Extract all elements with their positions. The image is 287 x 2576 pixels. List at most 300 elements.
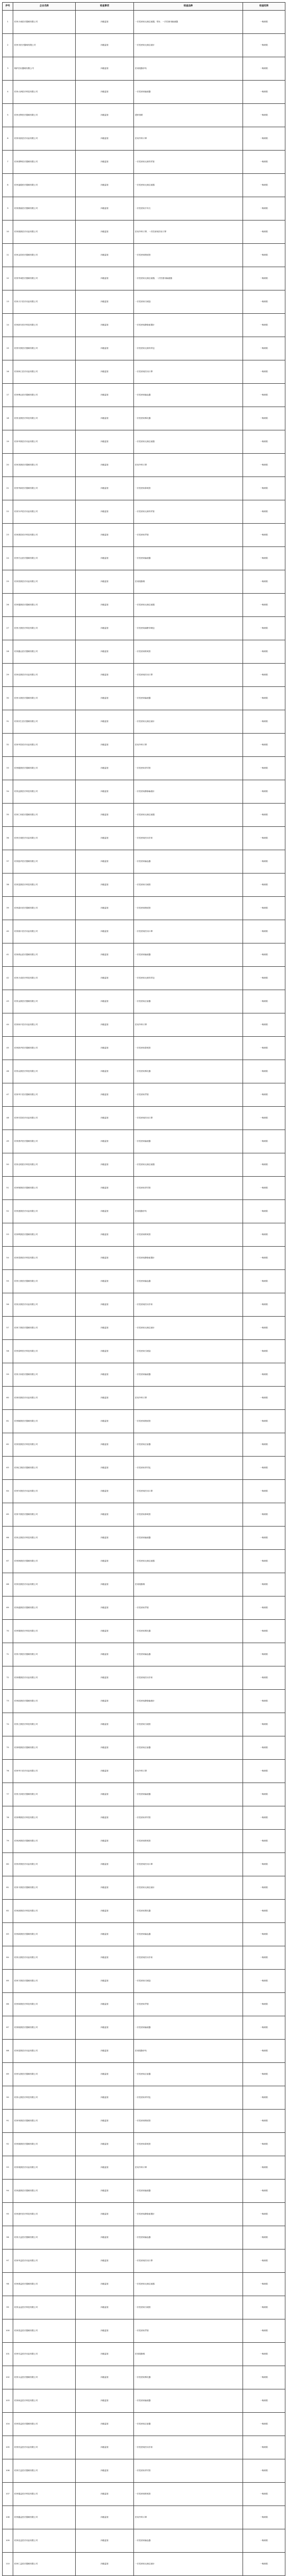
cell-product-variety: 一次性使用无菌注射器、带针、一次性使用输液器 (134, 11, 243, 34)
cell-result: 一般缺陷 (243, 2226, 285, 2249)
table-row (3, 943, 285, 967)
cell-inspection-item: 四级监管 (76, 1783, 134, 1806)
cell-result: 一般缺陷 (243, 360, 285, 384)
table-row (3, 1177, 285, 1200)
cell-product-variety: 一次性使用雾化器 (134, 407, 243, 430)
cell-inspection-item: 四级监管 (76, 1177, 134, 1200)
cell-inspection-item: 四级监管 (76, 337, 134, 360)
cell-company: 杭州长城医疗用品有限公司 (13, 827, 76, 850)
cell-company: 杭州春晖医疗科技有限公司 (13, 1340, 76, 1363)
cell-index: 5 (3, 104, 13, 127)
cell-company: 杭州康辉医疗器械有限公司 (13, 151, 76, 174)
cell-company: 杭州百康医疗用品有限公司 (13, 1946, 76, 1970)
cell-result: 一般缺陷 (243, 2436, 285, 2459)
cell-company: 杭州嘉康医疗器械有限公司 (13, 2180, 76, 2203)
table-row (3, 1806, 285, 1830)
cell-result: 一般缺陷 (243, 2063, 285, 2086)
cell-company: 杭州瑞丰医疗用品有限公司 (13, 920, 76, 943)
cell-result: 一般缺陷 (243, 1293, 285, 1317)
cell-result: 一般缺陷 (243, 2343, 285, 2366)
cell-index: 36 (3, 827, 13, 850)
table-row (3, 2226, 285, 2249)
cell-index: 80 (3, 1853, 13, 1876)
cell-company: 杭州友康医疗器械有限公司 (13, 2063, 76, 2086)
table-row (3, 1387, 285, 1410)
cell-result: 一般缺陷 (243, 1900, 285, 1923)
cell-inspection-item: 四级监管 (76, 1620, 134, 1643)
cell-product-variety: 一次性使用无菌注射针 (134, 34, 243, 57)
cell-index: 32 (3, 734, 13, 757)
cell-product-variety: 一次性使用鼻氧管 (134, 1503, 243, 1527)
cell-company: 杭州华丰医疗用品有限公司 (13, 1760, 76, 1783)
cell-company: 杭州绿康医疗科技有限公司 (13, 1900, 76, 1923)
cell-result: 一般缺陷 (243, 34, 285, 57)
cell-inspection-item: 四级监管 (76, 1387, 134, 1410)
cell-result: 一般缺陷 (243, 1130, 285, 1153)
cell-index: 55 (3, 1270, 13, 1293)
cell-result: 一般缺陷 (243, 1363, 285, 1387)
cell-company: 杭州和康医疗科技有限公司 (13, 1993, 76, 2016)
cell-inspection-item: 四级监管 (76, 780, 134, 804)
cell-result: 一般缺陷 (243, 104, 285, 127)
cell-product-variety: 一次性使用雾化器 (134, 1900, 243, 1923)
cell-product-variety: 一次性使用鼻氧管 (134, 477, 243, 500)
cell-index: 92 (3, 2133, 13, 2156)
cell-inspection-item: 四级监管 (76, 151, 134, 174)
cell-company: 杭州惠康医疗用品有限公司 (13, 1200, 76, 1223)
cell-index: 77 (3, 1783, 13, 1806)
cell-index: 62 (3, 1433, 13, 1457)
cell-result: 一般缺陷 (243, 2133, 285, 2156)
cell-company: 杭州元康医疗科技有限公司 (13, 2086, 76, 2110)
cell-inspection-item: 四级监管 (76, 1130, 134, 1153)
cell-inspection-item: 四级监管 (76, 1970, 134, 1993)
cell-index: 59 (3, 1363, 13, 1387)
cell-result: 一般缺陷 (243, 943, 285, 967)
cell-result: 一般缺陷 (243, 267, 285, 290)
cell-result: 一般缺陷 (243, 734, 285, 757)
cell-company: 杭州凯康医疗器械有限公司 (13, 1690, 76, 1713)
cell-inspection-item: 四级监管 (76, 570, 134, 594)
cell-index: 82 (3, 1900, 13, 1923)
cell-inspection-item: 四级监管 (76, 1363, 134, 1387)
cell-result: 一般缺陷 (243, 57, 285, 81)
table-row (3, 81, 285, 104)
cell-company: 杭州瑞康医疗器械有限公司 (13, 2133, 76, 2156)
cell-inspection-item: 四级监管 (76, 1457, 134, 1480)
cell-product-variety: 透析管路 (134, 104, 243, 127)
cell-company: 杭州健康医疗器械有限公司 (13, 757, 76, 780)
cell-company: 杭州康益医疗器械有限公司 (13, 2273, 76, 2296)
cell-result: 一般缺陷 (243, 500, 285, 524)
cell-index: 25 (3, 570, 13, 594)
cell-product-variety: 一次性使用无菌注射针 (134, 1317, 243, 1340)
cell-product-variety: 一次性使用雾化器 (134, 1060, 243, 1083)
cell-index: 88 (3, 2040, 13, 2063)
cell-company: 杭州信康医疗用品有限公司 (13, 1573, 76, 1596)
cell-inspection-item: 四级监管 (76, 2273, 134, 2296)
cell-index: 18 (3, 407, 13, 430)
cell-index: 64 (3, 1480, 13, 1503)
cell-product-variety: 一次性使用医用口罩 (134, 2249, 243, 2273)
cell-product-variety: 一次性使用输液器 (134, 2180, 243, 2203)
table-row (3, 2389, 285, 2413)
cell-result: 一般缺陷 (243, 1713, 285, 1736)
cell-company: 杭州康泰医疗科技有限公司 (13, 524, 76, 547)
table-row (3, 920, 285, 943)
cell-product-variety: 一次性使用胃管 (134, 1993, 243, 2016)
cell-company: 杭州俊康医疗用品有限公司 (13, 1666, 76, 1690)
table-row (3, 2436, 285, 2459)
cell-result: 一般缺陷 (243, 827, 285, 850)
cell-product-variety: 一次性使用无菌注射器 (134, 1153, 243, 1177)
cell-product-variety: 一次性使用静脉留置针 (134, 1247, 243, 1270)
cell-company: 桐庐医用器械有限公司 (13, 57, 76, 81)
table-row (3, 664, 285, 687)
cell-product-variety: 一次性使用输液器 (134, 1783, 243, 1806)
table-row (3, 1643, 285, 1666)
cell-inspection-item: 四级监管 (76, 2343, 134, 2366)
cell-company: 杭州乐康医疗用品有限公司 (13, 1293, 76, 1317)
cell-product-variety: 一次性使用输液器 (134, 547, 243, 570)
table-row (3, 780, 285, 804)
cell-product-variety: 一次性使用雾化器 (134, 1620, 243, 1643)
table-row (3, 430, 285, 454)
cell-product-variety: 一次性使用医用口罩 (134, 664, 243, 687)
cell-inspection-item: 四级监管 (76, 2156, 134, 2180)
cell-result: 一般缺陷 (243, 1946, 285, 1970)
cell-index: 104 (3, 2413, 13, 2436)
cell-inspection-item: 四级监管 (76, 2040, 134, 2063)
cell-index: 10 (3, 220, 13, 244)
cell-company: 杭州海王医疗用品有限公司 (13, 360, 76, 384)
cell-index: 23 (3, 524, 13, 547)
table-row (3, 2249, 285, 2273)
cell-company: 杭州佳康医疗用品有限公司 (13, 664, 76, 687)
cell-company: 杭州嘉禾医疗器械有限公司 (13, 897, 76, 920)
cell-product-variety: 一次性使用注射器 (134, 1736, 243, 1760)
cell-inspection-item: 四级监管 (76, 1037, 134, 1060)
table-row (3, 2483, 285, 2506)
cell-index: 101 (3, 2343, 13, 2366)
cell-result: 一般缺陷 (243, 1153, 285, 1177)
table-row (3, 1060, 285, 1083)
cell-inspection-item: 四级监管 (76, 454, 134, 477)
cell-product-variety: 医用脱脂棉 (134, 2343, 243, 2366)
cell-company: 杭州新华医疗器械有限公司 (13, 1037, 76, 1060)
cell-company: 杭州祥康医疗用品有限公司 (13, 1853, 76, 1876)
cell-product-variety: 一次性使用输液器 (134, 2389, 243, 2413)
cell-product-variety: 一次性使用无菌注射器 (134, 2273, 243, 2296)
table-row (3, 2110, 285, 2133)
table-row (3, 547, 285, 570)
cell-result: 一般缺陷 (243, 874, 285, 897)
cell-product-variety: 一次性使用无菌注射器 (134, 174, 243, 197)
cell-product-variety: 一次性使用吸氧管 (134, 640, 243, 664)
cell-inspection-item: 四级监管 (76, 2086, 134, 2110)
cell-inspection-item: 四级监管 (76, 1736, 134, 1760)
table-row (3, 1666, 285, 1690)
cell-inspection-item: 四级监管 (76, 174, 134, 197)
cell-company: 杭州天康医疗科技有限公司 (13, 617, 76, 640)
cell-result: 一般缺陷 (243, 2273, 285, 2296)
cell-company: 杭州大洲医疗科技有限公司 (13, 81, 76, 104)
cell-product-variety: 一次性使用无菌注射针 (134, 1876, 243, 1900)
cell-index: 84 (3, 1946, 13, 1970)
cell-index: 61 (3, 1410, 13, 1433)
cell-index: 56 (3, 1293, 13, 1317)
cell-company: 杭州和平医疗用品有限公司 (13, 1013, 76, 1037)
cell-product-variety: 一次性使用医用手套 (134, 827, 243, 850)
cell-index: 43 (3, 990, 13, 1013)
table-row (3, 1783, 285, 1806)
cell-result: 一般缺陷 (243, 1480, 285, 1503)
cell-company: 杭州保康医疗器械有限公司 (13, 1177, 76, 1200)
cell-inspection-item: 四级监管 (76, 360, 134, 384)
cell-result: 一般缺陷 (243, 1200, 285, 1223)
cell-product-variety: 一次性使用吸痰管 (134, 244, 243, 267)
cell-inspection-item: 四级监管 (76, 1946, 134, 1970)
cell-company: 杭州惠民医疗科技有限公司 (13, 2203, 76, 2226)
cell-product-variety: 一次性使用医用手套 (134, 1946, 243, 1970)
cell-product-variety: 一次性使用胃管 (134, 524, 243, 547)
cell-company: 杭州万康医疗器械有限公司 (13, 1270, 76, 1293)
cell-result: 一般缺陷 (243, 757, 285, 780)
cell-company: 杭州立康医疗科技有限公司 (13, 1713, 76, 1736)
cell-product-variety: 医用外科口罩 (134, 734, 243, 757)
cell-product-variety: 一次性使用注射器 (134, 2063, 243, 2086)
cell-result: 一般缺陷 (243, 687, 285, 710)
cell-company: 杭州永康医疗器械有限公司 (13, 687, 76, 710)
cell-company: 杭州丰康医疗器械有限公司 (13, 1876, 76, 1900)
cell-inspection-item: 四级监管 (76, 2389, 134, 2413)
cell-result: 一般缺陷 (243, 524, 285, 547)
cell-product-variety: 一次性使用胃管 (134, 1083, 243, 1107)
cell-index: 66 (3, 1527, 13, 1550)
table-row (3, 477, 285, 500)
cell-product-variety: 一次性使用引流管 (134, 2296, 243, 2319)
cell-inspection-item: 四级监管 (76, 524, 134, 547)
cell-index: 30 (3, 687, 13, 710)
cell-inspection-item: 四级监管 (76, 2366, 134, 2389)
cell-product-variety: 一次性使用静脉输液针 (134, 1690, 243, 1713)
table-row (3, 1223, 285, 1247)
cell-index: 4 (3, 81, 13, 104)
cell-index: 38 (3, 874, 13, 897)
table-row (3, 2203, 285, 2226)
cell-product-variety: 一次性使用输液器 (134, 2016, 243, 2040)
cell-company: 杭州锦康医疗科技有限公司 (13, 1620, 76, 1643)
cell-inspection-item: 四级监管 (76, 500, 134, 524)
cell-company: 杭州利康医疗器械有限公司 (13, 1223, 76, 1247)
cell-index: 87 (3, 2016, 13, 2040)
table-row (3, 1970, 285, 1993)
cell-company: 杭州荣康医疗器械有限公司 (13, 2110, 76, 2133)
cell-index: 65 (3, 1503, 13, 1527)
table-row (3, 2366, 285, 2389)
cell-result: 一般缺陷 (243, 547, 285, 570)
cell-company: 杭州康嘉医疗器械有限公司 (13, 197, 76, 220)
cell-result: 一般缺陷 (243, 2040, 285, 2063)
cell-product-variety: 医用脱脂棉 (134, 570, 243, 594)
table-row (3, 1083, 285, 1107)
cell-index: 57 (3, 1317, 13, 1340)
cell-company: 杭州安康医疗器械有限公司 (13, 337, 76, 360)
cell-product-variety: 一次性使用无菌注射针 (134, 710, 243, 734)
cell-product-variety: 医用外科口罩 (134, 127, 243, 151)
cell-inspection-item: 四级监管 (76, 2459, 134, 2483)
cell-result: 一般缺陷 (243, 1433, 285, 1457)
table-row (3, 827, 285, 850)
table-row (3, 1013, 285, 1037)
cell-inspection-item: 四级监管 (76, 1900, 134, 1923)
cell-index: 40 (3, 920, 13, 943)
cell-result: 一般缺陷 (243, 1853, 285, 1876)
cell-index: 46 (3, 1060, 13, 1083)
cell-product-variety: 一次性使用输血器 (134, 1923, 243, 1946)
table-row (3, 1690, 285, 1713)
cell-inspection-item: 四级监管 (76, 81, 134, 104)
table-row (3, 407, 285, 430)
cell-inspection-item: 四级监管 (76, 2226, 134, 2249)
cell-inspection-item: 四级监管 (76, 897, 134, 920)
cell-index: 60 (3, 1387, 13, 1410)
inspection-table (2, 2, 285, 2576)
cell-result: 一般缺陷 (243, 1317, 285, 1340)
cell-index: 53 (3, 1223, 13, 1247)
table-row (3, 151, 285, 174)
cell-result: 一般缺陷 (243, 990, 285, 1013)
cell-product-variety: 医用脱脂棉 (134, 1573, 243, 1596)
header-product-variety: 检查品种 (134, 3, 243, 11)
cell-inspection-item: 四级监管 (76, 664, 134, 687)
table-row (3, 594, 285, 617)
cell-result: 一般缺陷 (243, 2413, 285, 2436)
cell-inspection-item: 四级监管 (76, 1713, 134, 1736)
cell-company: 杭州和益医疗科技有限公司 (13, 2389, 76, 2413)
cell-inspection-item: 四级监管 (76, 1853, 134, 1876)
cell-product-variety: 医用外科口罩 (134, 2506, 243, 2529)
cell-company: 杭州汇康医疗器械有限公司 (13, 1457, 76, 1480)
cell-inspection-item: 四级监管 (76, 990, 134, 1013)
cell-company: 杭州朗康医疗器械有限公司 (13, 2016, 76, 2040)
cell-inspection-item: 四级监管 (76, 2203, 134, 2226)
table-row (3, 1433, 285, 1457)
cell-product-variety: 一次性使用输血器 (134, 2226, 243, 2249)
cell-inspection-item: 四级监管 (76, 850, 134, 874)
cell-inspection-item: 四级监管 (76, 1270, 134, 1293)
cell-result: 一般缺陷 (243, 1037, 285, 1060)
cell-product-variety: 一次性使用吸氧管 (134, 1223, 243, 1247)
cell-product-variety: 一次性使用输液器 (134, 687, 243, 710)
cell-result: 一般缺陷 (243, 664, 285, 687)
cell-result: 一般缺陷 (243, 2366, 285, 2389)
cell-index: 100 (3, 2319, 13, 2343)
cell-index: 33 (3, 757, 13, 780)
cell-index: 81 (3, 1876, 13, 1900)
cell-inspection-item: 四级监管 (76, 1806, 134, 1830)
cell-result: 一般缺陷 (243, 617, 285, 640)
table-row (3, 197, 285, 220)
cell-inspection-item: 四级监管 (76, 967, 134, 990)
table-row (3, 2553, 285, 2576)
cell-index: 52 (3, 1200, 13, 1223)
table-row (3, 570, 285, 594)
cell-product-variety: 一次性使用导尿管 (134, 757, 243, 780)
cell-result: 一般缺陷 (243, 2156, 285, 2180)
cell-company: 杭州泰益医疗器械有限公司 (13, 2319, 76, 2343)
cell-result: 一般缺陷 (243, 197, 285, 220)
table-row (3, 1340, 285, 1363)
cell-company: 杭州普益医疗器械有限公司 (13, 2413, 76, 2436)
cell-index: 37 (3, 850, 13, 874)
cell-inspection-item: 四级监管 (76, 197, 134, 220)
cell-index: 28 (3, 640, 13, 664)
cell-index: 110 (3, 2553, 13, 2576)
table-row (3, 640, 285, 664)
cell-index: 27 (3, 617, 13, 640)
cell-product-variety: 一次性使用无菌导尿包 (134, 337, 243, 360)
cell-company: 杭州天益医疗器械有限公司 (13, 2226, 76, 2249)
cell-company: 杭州同康医疗用品有限公司 (13, 1387, 76, 1410)
cell-product-variety: 一次性使用导尿管 (134, 1806, 243, 1830)
cell-result: 一般缺陷 (243, 337, 285, 360)
cell-result: 一般缺陷 (243, 710, 285, 734)
cell-product-variety: 一次性使用导尿包 (134, 2086, 243, 2110)
cell-company: 杭州德康医疗器械有限公司 (13, 594, 76, 617)
cell-index: 22 (3, 500, 13, 524)
cell-index: 48 (3, 1107, 13, 1130)
table-row (3, 1317, 285, 1340)
cell-company: 杭州东华医疗用品有限公司 (13, 500, 76, 524)
cell-product-variety: 一次性使用导尿管 (134, 2459, 243, 2483)
table-row (3, 34, 285, 57)
cell-inspection-item: 四级监管 (76, 1410, 134, 1433)
cell-product-variety: 医用脱脂纱布 (134, 2040, 243, 2063)
cell-index: 95 (3, 2203, 13, 2226)
cell-inspection-item: 四级监管 (76, 1643, 134, 1666)
cell-index: 71 (3, 1643, 13, 1666)
cell-inspection-item: 四级监管 (76, 384, 134, 407)
cell-company: 杭州天诚医疗器械有限公司 (13, 11, 76, 34)
table-row (3, 500, 285, 524)
cell-inspection-item: 四级监管 (76, 34, 134, 57)
cell-company: 杭州瑞康医疗用品有限公司 (13, 220, 76, 244)
cell-index: 29 (3, 664, 13, 687)
table-row (3, 290, 285, 314)
cell-index: 102 (3, 2366, 13, 2389)
cell-result: 一般缺陷 (243, 1550, 285, 1573)
cell-company: 杭州博康医疗科技有限公司 (13, 1806, 76, 1830)
cell-index: 106 (3, 2459, 13, 2483)
cell-result: 一般缺陷 (243, 1806, 285, 1830)
cell-company: 杭州天宇医疗用品有限公司 (13, 290, 76, 314)
table-row (3, 897, 285, 920)
cell-company: 杭州鑫达医疗器械有限公司 (13, 640, 76, 664)
cell-inspection-item: 四级监管 (76, 757, 134, 780)
cell-inspection-item: 四级监管 (76, 2016, 134, 2040)
cell-product-variety: 一次性使用引流袋 (134, 1970, 243, 1993)
cell-inspection-item: 四级监管 (76, 477, 134, 500)
cell-result: 一般缺陷 (243, 11, 285, 34)
cell-result: 一般缺陷 (243, 2389, 285, 2413)
cell-company: 杭州金康医疗器械有限公司 (13, 990, 76, 1013)
cell-result: 一般缺陷 (243, 1736, 285, 1760)
cell-company: 杭州益康医疗科技有限公司 (13, 780, 76, 804)
table-row (3, 314, 285, 337)
cell-product-variety: 医用外科口罩、一次性使用医用口罩 (134, 220, 243, 244)
table-row (3, 1527, 285, 1550)
